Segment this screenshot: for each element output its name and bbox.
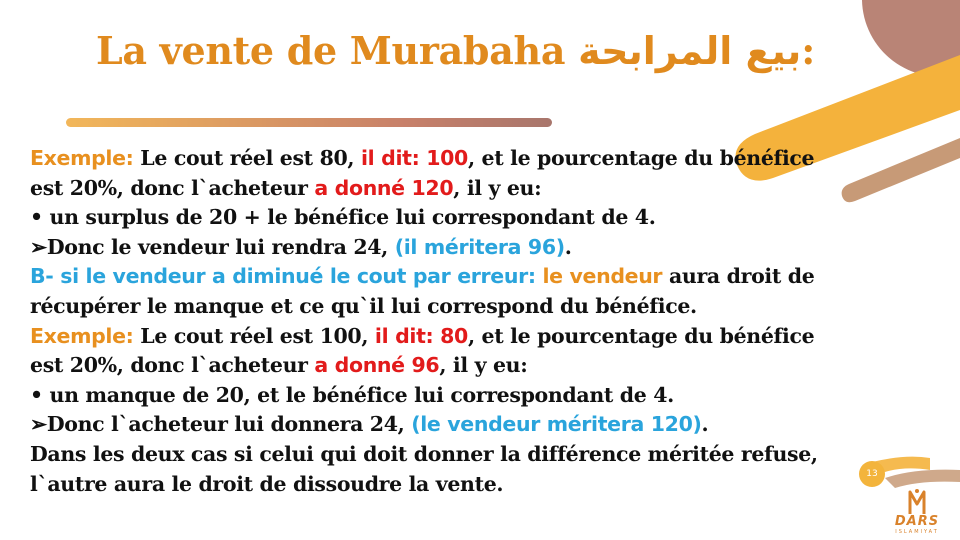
- text-segment: Le cout réel est 100,: [140, 323, 375, 348]
- text-segment: Exemple:: [30, 146, 141, 170]
- dars-logo: [882, 488, 952, 536]
- body-line: [30, 292, 930, 322]
- text-segment: Exemple:: [30, 323, 141, 348]
- body-line: [30, 203, 930, 233]
- title-colon: :: [801, 28, 816, 73]
- text-segment: , il y eu:: [439, 353, 528, 378]
- text-segment: il dit: 100: [361, 146, 468, 170]
- text-segment: • un manque de 20, et le bénéfice lui correspondant de 4.: [30, 382, 674, 407]
- slide-title: [96, 28, 815, 73]
- title-underline-rule: [66, 118, 552, 127]
- text-segment: aura droit de: [668, 264, 815, 289]
- body-line: [30, 262, 930, 292]
- body-line: [30, 174, 930, 204]
- logo-mark-icon: [882, 488, 952, 516]
- text-segment: a donné 120: [314, 175, 454, 200]
- text-segment: .: [701, 412, 709, 437]
- page-number-badge: 13: [859, 461, 885, 487]
- text-segment: le vendeur: [542, 264, 669, 289]
- text-segment: a donné 96: [314, 353, 440, 378]
- body-line: [30, 381, 930, 411]
- title-arabic: بيع المرابحة: [578, 29, 802, 73]
- body-line: [30, 410, 930, 440]
- text-segment: , il y eu:: [453, 175, 542, 200]
- text-segment: B- si le vendeur a diminué le cout par erreur:: [30, 264, 543, 289]
- text-segment: récupérer le manque et ce qu`il lui correspond du bénéfice.: [30, 293, 697, 318]
- body-line: [30, 233, 930, 263]
- logo-subtitle: ISLAMIYAT: [895, 529, 939, 535]
- body-line: [30, 144, 930, 174]
- text-segment: est 20%, donc l`acheteur: [30, 175, 315, 200]
- slide-body-text: [30, 144, 930, 499]
- text-segment: , et le pourcentage du bénéfice: [467, 323, 815, 348]
- body-line: [30, 322, 930, 352]
- text-segment: (il méritera 96): [394, 234, 565, 259]
- text-segment: , et le pourcentage du bénéfice: [467, 146, 815, 170]
- text-segment: est 20%, donc l`acheteur: [30, 353, 315, 378]
- text-segment: l`autre aura le droit de dissoudre la vente.: [30, 471, 504, 496]
- text-segment: • un surplus de 20 + le bénéfice lui correspondant de 4.: [30, 205, 656, 230]
- text-segment: (le vendeur méritera 120): [411, 412, 702, 437]
- body-line: [30, 440, 930, 470]
- text-segment: .: [564, 234, 572, 259]
- body-line: [30, 470, 930, 500]
- text-segment: ➢Donc l`acheteur lui donnera 24,: [30, 412, 412, 437]
- logo-text: DARS: [894, 514, 940, 529]
- text-segment: il dit: 80: [374, 323, 468, 348]
- title-latin: La vente de Murabaha: [96, 28, 566, 73]
- text-segment: Le cout réel est 80,: [140, 146, 361, 170]
- text-segment: Dans les deux cas si celui qui doit donner la différence méritée refuse,: [30, 441, 818, 466]
- text-segment: ➢Donc le vendeur lui rendra 24,: [30, 234, 395, 259]
- body-line: [30, 351, 930, 381]
